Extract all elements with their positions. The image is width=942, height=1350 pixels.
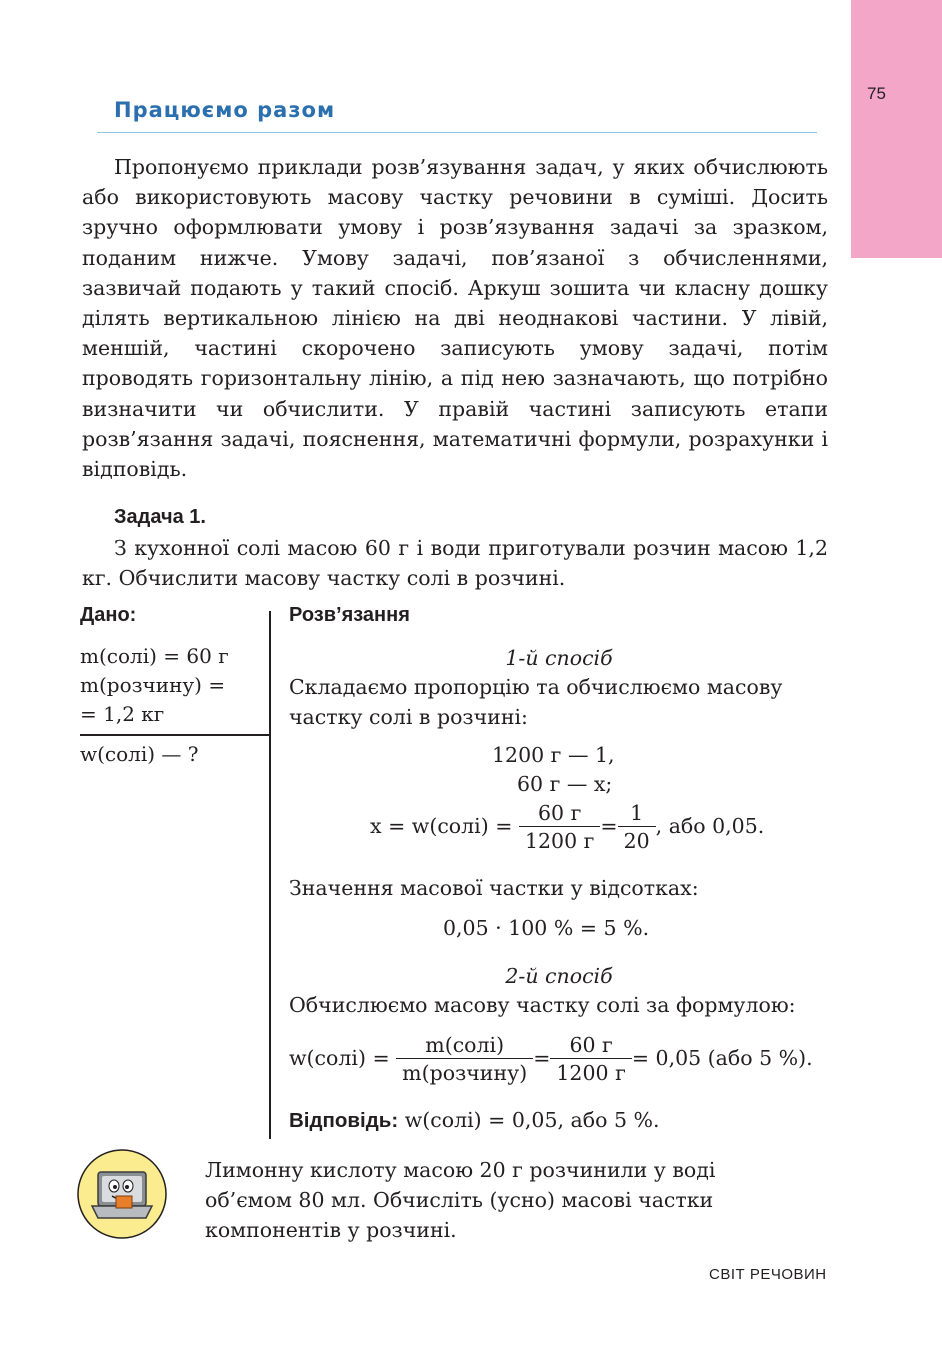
equation-2-tail: = 0,05 (або 5 %). xyxy=(631,1046,813,1070)
fraction-mass-formula xyxy=(396,1032,533,1087)
given-line-2: m(розчину) = xyxy=(80,673,226,697)
given-line-1: m(солі) = 60 г xyxy=(80,644,229,668)
find-line: w(солі) — ? xyxy=(80,742,199,766)
equation-method-2 xyxy=(289,1032,813,1087)
fraction-numerator: 60 г xyxy=(519,800,600,827)
answer-line xyxy=(289,1108,660,1133)
fraction-denominator: 1200 г xyxy=(524,829,595,853)
answer-label: Відповідь: xyxy=(289,1109,399,1132)
method-2-text: Обчислюємо масову частку солі за формулою: xyxy=(289,993,796,1017)
laptop-mascot-icon xyxy=(76,1148,168,1240)
intro-paragraph: Пропонуємо приклади розв’язування задач, у яких обчислюють або використовують масову частку речовини в суміші. Досить зручно оформлювати умову і розв’язування задачі за зразком, поданим нижче. Умову задачі, пов’язаної з обчисленнями, зазвичай подають у такий спосіб. Аркуш зошита чи класну дошку ділять вертикальною лінією на дві неоднакові частини. У лівій, меншій, частині скорочено записують умову задачі, потім проводять горизонтальну лінію, а під нею зазначають, що потрібно визначити чи обчислити. У правій частині записують етапи розв’язання задачі, пояснення, математичні формули, розрахунки і відповідь. xyxy=(82,155,828,482)
section-title-rule xyxy=(97,132,817,133)
percent-intro: Значення масової частки у відсотках: xyxy=(289,876,699,900)
equals-sign: = xyxy=(600,814,618,838)
fraction-numerator: 1 xyxy=(618,800,656,827)
given-heading: Дано: xyxy=(80,604,137,626)
percent-calculation: 0,05 · 100 % = 5 %. xyxy=(443,916,650,940)
proportion-line-1: 1200 г — 1, xyxy=(492,743,615,767)
solution-divider-line xyxy=(269,611,271,1139)
solution-heading: Розв’язання xyxy=(289,604,410,626)
page-corner-tab xyxy=(851,0,942,258)
fraction-denominator: 1200 г xyxy=(556,1061,626,1085)
section-title: Працюємо разом xyxy=(114,98,336,122)
fraction-denominator: 20 xyxy=(623,829,650,853)
equation-2-lhs: w(солі) = xyxy=(289,1046,390,1070)
fraction-1-over-20 xyxy=(618,800,656,855)
fraction-numerator: 60 г xyxy=(550,1032,631,1059)
fraction-60-over-1200 xyxy=(519,800,600,855)
equals-sign: = xyxy=(533,1046,551,1070)
equation-method-1 xyxy=(370,800,764,855)
equation-1-tail: , або 0,05. xyxy=(655,814,765,838)
answer-value: w(солі) = 0,05, або 5 %. xyxy=(404,1108,660,1132)
fraction-numerator: m(солі) xyxy=(396,1032,533,1059)
given-separator-line xyxy=(80,734,270,736)
method-1-text-line-1: Складаємо пропорцію та обчислюємо масову xyxy=(289,675,783,699)
method-1-heading: 1-й спосіб xyxy=(505,646,613,670)
proportion-line-2: 60 г — x; xyxy=(517,772,613,796)
method-2-heading: 2-й спосіб xyxy=(505,964,613,988)
task-statement: З кухонної солі масою 60 г і води приготували розчин масою 1,2 кг. Обчислити масову частку солі в розчині. xyxy=(82,536,828,590)
fraction-60-over-1200 xyxy=(550,1032,631,1087)
footer-book-title: СВІТ РЕЧОВИН xyxy=(709,1266,827,1283)
given-line-3: = 1,2 кг xyxy=(80,702,165,726)
fraction-denominator: m(розчину) xyxy=(402,1061,528,1085)
task-heading: Задача 1. xyxy=(114,506,206,528)
method-1-text-line-2: частку солі в розчині: xyxy=(289,705,528,729)
exercise-text: Лимонну кислоту масою 20 г розчинили у воді об’ємом 80 мл. Обчисліть (усно) масові частки компонентів у розчині. xyxy=(205,1158,716,1242)
equation-1-lhs: x = w(солі) = xyxy=(370,814,513,838)
page-number: 75 xyxy=(867,84,886,103)
